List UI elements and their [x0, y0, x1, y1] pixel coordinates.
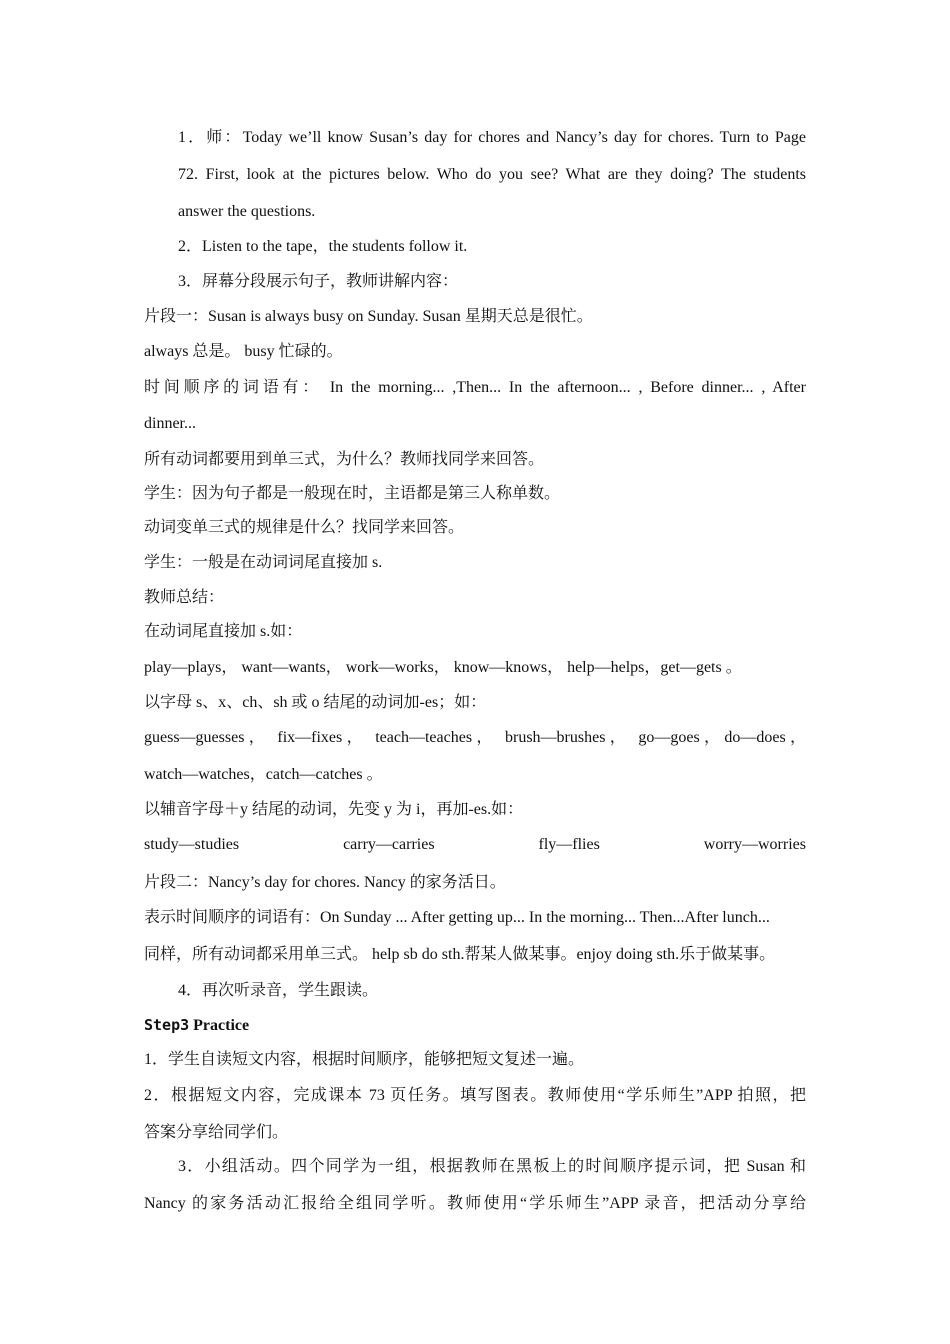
practice-2-line-2: 答案分享给同学们。	[144, 1124, 289, 1141]
paragraph-2: 2．Listen to the tape，the students follow it.	[178, 238, 468, 255]
practice-3-line-2: Nancy 的家务活动汇报给全组同学听。教师使用“学乐师生”APP 录音，把活动分享给	[144, 1195, 806, 1212]
paragraph-1-line-3: answer the questions.	[178, 203, 316, 220]
paragraph-1-line-1: 1．师：Today we’ll know Susan’s day for chores and Nancy’s day for chores. Turn to Page	[178, 129, 806, 146]
rule-1-examples: play—plays， want—wants， work—works， know—knows， help—helps，get—gets 。	[144, 659, 742, 676]
rule-2-examples-2: watch—watches，catch—catches 。	[144, 766, 383, 783]
same-rule-line: 同样，所有动词都采用单三式。 help sb do sth.帮某人做某事。enjoy doing sth.乐于做某事。	[144, 946, 776, 963]
time-order-line-1: 时间顺序的词语有： In the morning... ,Then... In the afternoon... , Before dinner... , After	[144, 379, 806, 396]
paragraph-4: 4．再次听录音，学生跟读。	[178, 982, 379, 999]
time-order-line-3: 表示时间顺序的词语有：On Sunday ... After getting up... In the morning... Then...After lunch...	[144, 909, 770, 926]
question-line: 所有动词都要用到单三式，为什么？教师找同学来回答。	[144, 451, 545, 468]
practice-1: 1．学生自读短文内容，根据时间顺序，能够把短文复述一遍。	[144, 1051, 585, 1068]
practice-2-line-1: 2．根据短文内容，完成课本 73 页任务。填写图表。教师使用“学乐师生”APP 拍照，把	[144, 1087, 806, 1104]
vocab-line: always 总是。 busy 忙碌的。	[144, 343, 343, 360]
example-word: study—studies	[144, 836, 240, 853]
step3-heading	[144, 1014, 806, 1037]
segment-two-heading: 片段二：Nancy’s day for chores. Nancy 的家务活日。	[144, 874, 506, 891]
student-answer-1: 学生：因为句子都是一般现在时，主语都是第三人称单数。	[144, 485, 561, 502]
time-order-line-2: dinner...	[144, 415, 196, 432]
student-answer-2: 学生：一般是在动词词尾直接加 s.	[144, 554, 383, 571]
rule-2-examples-1: guess—guesses， fix—fixes， teach—teaches， brush—brushes， go—goes，do—does，	[144, 729, 806, 746]
step-title: Practice	[193, 1017, 250, 1034]
paragraph-3: 3．屏幕分段展示句子，教师讲解内容：	[178, 273, 459, 290]
rule-question: 动词变单三式的规律是什么？找同学来回答。	[144, 519, 465, 536]
rule-3: 以辅音字母＋y 结尾的动词，先变 y 为 i，再加-es.如：	[144, 801, 524, 818]
rule-3-examples	[144, 834, 806, 856]
teacher-summary: 教师总结：	[144, 589, 225, 606]
example-word: worry—worries	[703, 836, 806, 853]
paragraph-1-line-2: 72. First, look at the pictures below. Who do you see? What are they doing? The students	[178, 166, 806, 183]
rule-2: 以字母 s、x、ch、sh 或 o 结尾的动词加-es；如：	[144, 694, 487, 711]
segment-one-heading: 片段一：Susan is always busy on Sunday. Susan 星期天总是很忙。	[144, 308, 593, 325]
practice-3-line-1: 3．小组活动。四个同学为一组，根据教师在黑板上的时间顺序提示词，把 Susan 和	[178, 1158, 806, 1175]
rule-1: 在动词尾直接加 s.如：	[144, 623, 303, 640]
step-label: Step3	[144, 1016, 190, 1034]
example-word: fly—flies	[538, 836, 600, 853]
example-word: carry—carries	[343, 836, 435, 853]
